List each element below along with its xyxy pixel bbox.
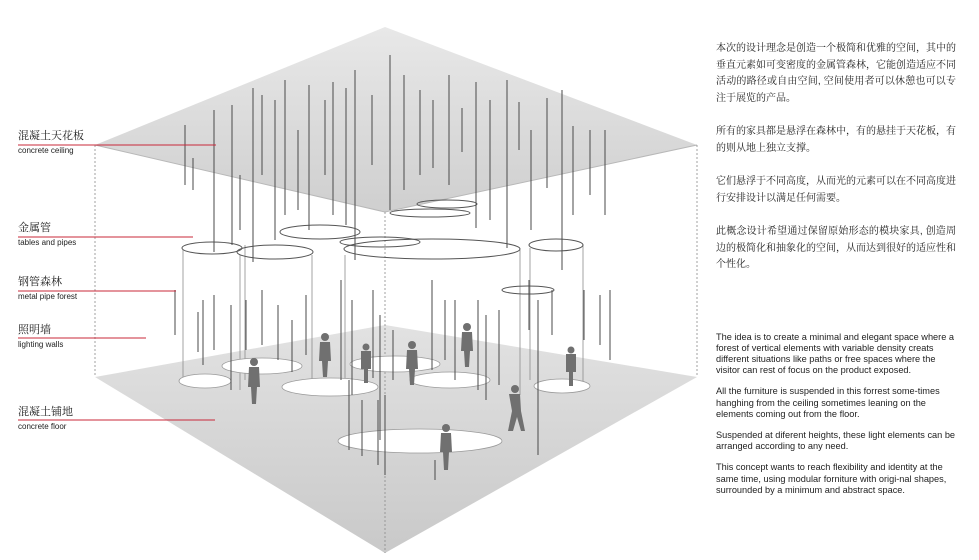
- label-concrete-floor: [18, 406, 198, 432]
- label-zh: 钢管森林: [18, 276, 62, 288]
- label-zh: 混凝土铺地: [18, 406, 73, 418]
- label-en: metal pipe forest: [18, 292, 78, 301]
- label-concrete-ceiling: [18, 130, 198, 156]
- label-zh: 混凝土天花板: [18, 130, 84, 142]
- suspended-tables: [182, 200, 583, 294]
- label-en: tables and pipes: [18, 238, 77, 247]
- description-zh-paragraph: 它们悬浮于不同高度，从而光的元素可以在不同高度进行安排设计以满足任何需要。: [716, 176, 956, 204]
- label-zh: 金属管: [18, 222, 51, 234]
- label-zh: 照明墙: [18, 324, 51, 336]
- label-metal-pipe-forest: [18, 276, 198, 302]
- label-lighting-walls: [18, 324, 198, 350]
- description-column: [716, 41, 956, 496]
- description-en-paragraph: This concept wants to reach flexibility and identity at the same time, using modular forniture with origi-nal shapes, surrounded by a minimum and abstract space.: [716, 462, 947, 495]
- description-en-paragraph: All the furniture is suspended in this forrest some-times hanghing from the ceiling sometimes leaning on the elements coming out from the floor.: [716, 386, 940, 419]
- label-tables-and-pipes: [18, 222, 198, 248]
- description-zh-paragraph: 所有的家具都是悬浮在森林中，有的悬挂于天花板，有的则从地上独立支撑。: [716, 126, 956, 154]
- description-en-paragraph: The idea is to create a minimal and elegant space where a forest of vertical elements with variable density creats different situations like paths or free spaces where the visitor can rest of focus on the product exposed.: [716, 331, 954, 376]
- description-en-paragraph: Suspended at diferent heights, these light elements can be arranged according to any need.: [716, 429, 956, 452]
- label-en: concrete floor: [18, 422, 67, 431]
- description-zh-paragraph: 本次的设计理念是创造一个极简和优雅的空间，其中的垂直元素如可变密度的金属管森林，它能创造适应不同活动的路径或自由空间, 空间使用者可以休憩也可以专注于展览的产品。: [716, 43, 956, 104]
- description-zh-paragraph: 此概念设计希望通过保留原始形态的模块家具, 创造周边的极简化和抽象化的空间，从而达到很好的适应性和个性化。: [716, 226, 956, 270]
- label-en: concrete ceiling: [18, 146, 74, 155]
- label-en: lighting walls: [18, 340, 64, 349]
